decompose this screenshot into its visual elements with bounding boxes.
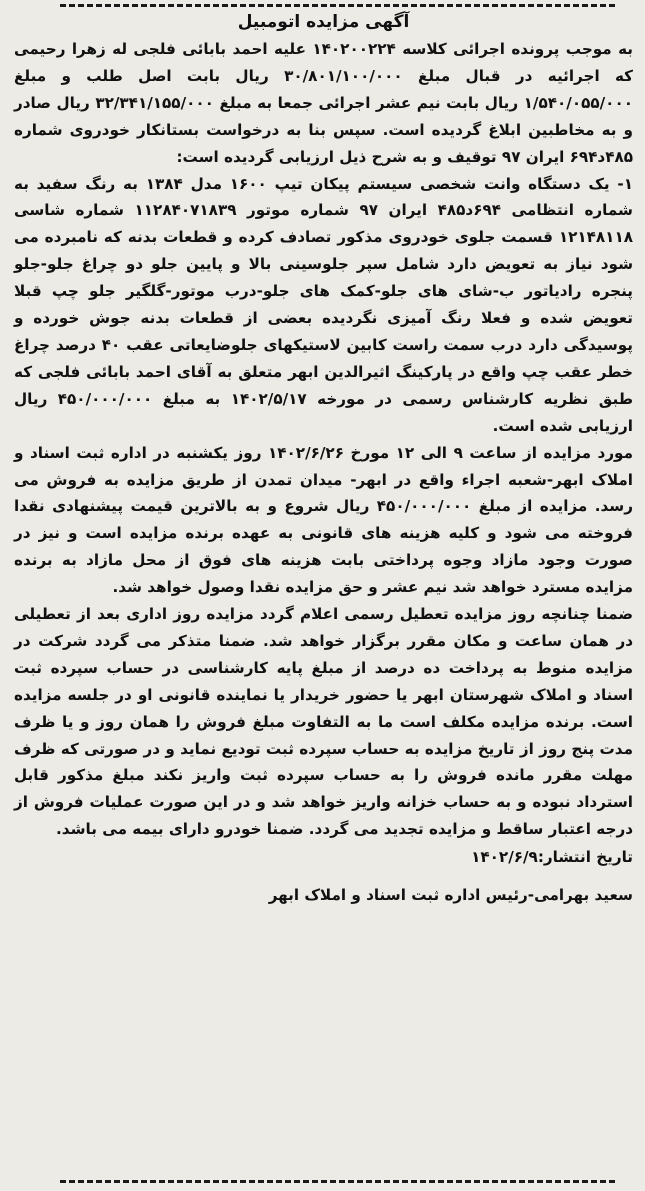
signature: سعید بهرامی-رئیس اداره ثبت اسناد و املاک ابهر <box>268 886 633 905</box>
auction-notice <box>14 10 633 909</box>
notice-paragraph-vehicle: ۱- یک دستگاه وانت شخصی سیستم پیکان تیپ ۱۶۰۰ مدل ۱۳۸۴ به رنگ سفید به شماره انتظامی ۶۹۴د۴۸۵ ایران ۹۷ شماره موتور ۱۱۲۸۴۰۷۱۸۳۹ شماره شاسی ۱۲۱۴۸۱۱۸ قسمت جلوی خودروی مذکور تصادف کرده و قطعات بدنه که نامبرده می شود نیاز به تعویض دارد شامل سپر جلوسینی بالا و پایین جلو دو چراغ جلو-جلو پنجره رادیاتور ب-شای های جلو-کمک های جلو-درب موتور-گلگیر جلو چپ قبلا تعویض شده و فعلا رنگ آمیزی نگردیده بعضی از قطعات بدنه جوش خورده و پوسیدگی دارد درب سمت راست کابین لاستیکهای جلوضایعاتی عقب ۴۰ درصد چراغ خطر عقب چپ واقع در پارکینگ اثیرالدین ابهر متعلق به آقای احمد بابائی فلجی که طبق نظریه کارشناس رسمی در مورخه ۱۴۰۲/۵/۱۷ به مبلغ ۴۵۰/۰۰۰/۰۰۰ ریال ارزیابی شده است. <box>14 174 634 435</box>
publish-date: تاریخ انتشار:۱۴۰۲/۶/۹ <box>471 848 633 867</box>
bottom-dashed-rule <box>60 1180 615 1183</box>
notice-paragraph-terms: ضمنا چنانچه روز مزایده تعطیل رسمی اعلام گردد مزایده روز اداری بعد از تعطیلی در همان ساعت و مکان مقرر برگزار خواهد شد. ضمنا متذکر می گردد شرکت در مزایده منوط به پرداخت ده درصد از مبلغ پایه کارشناسی در حساب سپرده ثبت اسناد و املاک شهرستان ابهر یا حضور خریدار یا نماینده قانونی او در جلسه مزایده است. برنده مزایده مکلف است ما به التفاوت مبلغ فروش را همان روز و یا ظرف مدت پنج روز از تاریخ مزایده به حساب سپرده ثبت تودیع نماید و در صورتی که ظرف مهلت مقرر مانده فروش را به حساب سپرده ثبت واریز نکند مبلغ مذکور قابل استرداد نبوده و به حساب خزانه واریز خواهد شد و در این صورت عملیات فروش از درجه اعتبار ساقط و مزایده تجدید می گردد. ضمنا خودرو دارای بیمه می باشد. <box>14 605 633 839</box>
notice-title: آگهی مزایده اتومبیل <box>237 12 410 32</box>
top-dashed-rule <box>60 4 615 7</box>
notice-paragraph-auction: مورد مزایده از ساعت ۹ الی ۱۲ مورخ ۱۴۰۲/۶/۲۶ روز یکشنبه در اداره ثبت اسناد و املاک ابهر-شعبه اجراء واقع در ابهر- میدان تمدن از طریق مزایده به فروش می رسد. مزایده از مبلغ ۴۵۰/۰۰۰/۰۰۰ ریال شروع و به بالاترین قیمت پیشنهادی نقدا فروخته می شود و کلیه هزینه های قانونی به عهده برنده مزایده است و نیز در صورت وجود مازاد وجوه پرداختی بابت هزینه های فوق از محل مازاد به برنده مزایده مسترد خواهد شد نیم عشر و حق مزایده نقدا وصول خواهد شد. <box>14 443 633 597</box>
notice-paragraph-case: به موجب پرونده اجرائی کلاسه ۱۴۰۲۰۰۲۲۴ علیه احمد بابائی فلجی له زهرا رحیمی که اجرائیه در قبال مبلغ ۳۰/۸۰۱/۱۰۰/۰۰۰ ریال بابت اصل طلب و مبلغ ۱/۵۴۰/۰۵۵/۰۰۰ ریال بابت نیم عشر اجرائی جمعا به مبلغ ۳۲/۳۴۱/۱۵۵/۰۰۰ ریال صادر و به مخاطبین ابلاغ گردیده است. سپس بنا به درخواست بستانکار خودروی شماره ۴۸۵د۶۹۴ ایران ۹۷ توقیف و به شرح ذیل ارزیابی گردیده است: <box>14 40 634 166</box>
